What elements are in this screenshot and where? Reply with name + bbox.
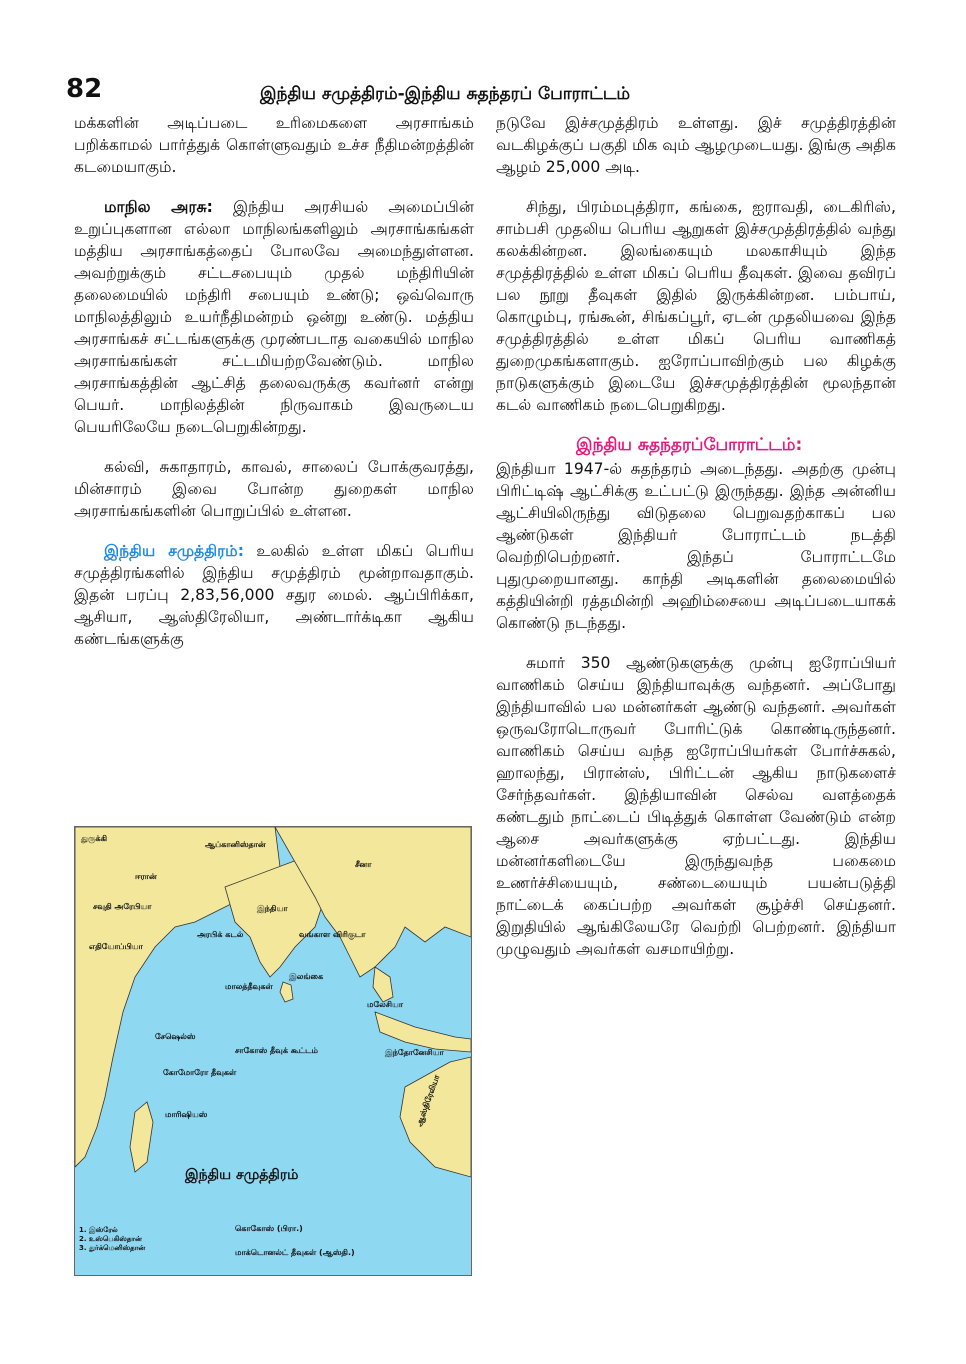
map-label-maldives: மாலத்தீவுகள் xyxy=(225,982,273,991)
map-label-turkey: துருக்கி xyxy=(81,834,108,843)
running-head: இந்திய சமுத்திரம்-இந்திய சுதந்தரப் போராட்டம் xyxy=(260,84,631,104)
inline-heading-state-government: மாநில அரசு: xyxy=(104,198,213,216)
map-label-comoros: கோமோரோ தீவுகள் xyxy=(163,1068,237,1077)
paragraph-text: இந்திய அரசியல் அமைப்பின் உறுப்புகளான எல்லா மாநிலங்களிலும் அரசாங்கங்கள் மத்திய அரசாங்கத்தைப் போலவே அமைந்துள்ளன. அவற்றுக்கும் சட்டசபையும் முதல் மந்திரியின் தலைமையில் மந்திரி சபையும் உண்டு; ஒவ்வொரு மாநிலத்திலும் உயர்நீதிமன்றம் ஒன்று உண்டு. மத்திய அரசாங்கச் சட்டங்களுக்கு முரண்படாத வகையில் மாநில அரசாங்கங்கள் சட்டமியற்றவேண்டும். மாநில அரசாங்கத்தின் ஆட்சித் தலைவருக்கு கவர்னர் என்று பெயர். மாநிலத்தின் நிருவாகம் இவருடைய பெயரிலேயே நடைபெறுகின்றது. xyxy=(74,198,475,436)
map-label-chagos: சாகோஸ் தீவுக் கூட்டம் xyxy=(235,1046,318,1055)
map-label-india: இந்தியா xyxy=(257,904,288,913)
map-legend xyxy=(79,1226,145,1253)
map-label-cocos: கொகோஸ் (பிரா.) xyxy=(235,1224,303,1233)
map-label-china: சீனா xyxy=(355,860,372,869)
map-label-bay-of-bengal: வங்காள விரிகுடா xyxy=(299,930,366,939)
paragraph-ocean-depth: நடுவே இச்சமுத்திரம் உள்ளது. இச் சமுத்திரத்தின் வடகிழக்குப் பகுதி மிக வும் ஆழமுடையது. இங்கு அதிக ஆழம் 25,000 அடி. xyxy=(496,114,896,176)
map-label-ethiopia: எதியோப்பியா xyxy=(89,942,143,951)
land-madagascar xyxy=(130,1102,153,1172)
map-label-australia: ஆஸ்திரேலியா xyxy=(414,1073,442,1128)
paragraph-europeans: சுமார் 350 ஆண்டுகளுக்கு முன்பு ஐரோப்பியர் வாணிகம் செய்ய இந்தியாவுக்கு வந்தனர். அப்போது இந்தியாவில் பல மன்னர்கள் ஆண்டு வந்தனர். அவர்கள் ஒருவரோடொருவர் போரிட்டுக் கொண்டிருந்தனர். வாணிகம் செய்ய வந்த ஐரோப்பியர்கள் போர்ச்சுகல், ஹாலந்து, பிரான்ஸ், பிரிட்டன் ஆகிய நாடுகளைச் சேர்ந்தவர்கள். இந்தியாவின் செல்வ வளத்தைக் கண்டதும் நாட்டைப் பிடித்துக் கொள்ள வேண்டும் என்ற ஆசை அவர்களுக்கு ஏற்பட்டது. இந்திய மன்னர்களிடையே இருந்துவந்த பகைமை உணர்ச்சியையும், சண்டையையும் பயன்படுத்தி நாட்டைக் கைப்பற்ற அவர்கள் சூழ்ச்சி செய்தனர். இறுதியில் ஆங்கிலேயரே வெற்றி பெற்றனர். இந்தியா முழுவதும் அவர்கள் வசமாயிற்று. xyxy=(496,654,896,958)
paragraph-text: உலகில் உள்ள மிகப் பெரிய சமுத்திரங்களில் இந்திய சமுத்திரம் மூன்றாவதாகும். இதன் பரப்பு 2,83,56,000 சதுர மைல். ஆப்பிரிக்கா, ஆசியா, ஆஸ்திரேலியா, அண்டார்க்டிகா ஆகிய கண்டங்களுக்கு xyxy=(74,542,474,648)
map-label-saudi: சவுதி அரேபியா xyxy=(93,902,152,911)
page-number: 82 xyxy=(66,74,103,104)
map-label-mauritius: மாரிஷியஸ் xyxy=(165,1110,208,1119)
map-title: இந்திய சமுத்திரம் xyxy=(185,1167,299,1183)
left-column xyxy=(74,112,474,668)
map-label-afghanistan: ஆப்கானிஸ்தான் xyxy=(205,840,266,849)
map-graphic xyxy=(75,827,471,1275)
indian-ocean-map xyxy=(74,826,472,1276)
map-label-iran: ஈரான் xyxy=(135,872,157,881)
paragraph-state-departments: கல்வி, சுகாதாரம், காவல், சாலைப் போக்குவரத்து, மின்சாரம் இவை போன்ற துறைகள் மாநில அரசாங்கங்களின் பொறுப்பில் உள்ளன. xyxy=(74,458,474,520)
map-label-macdonald: மாக்டொனல்ட் தீவுகள் (ஆஸ்தி.) xyxy=(235,1248,355,1257)
heading-indian-ocean: இந்திய சமுத்திரம்: xyxy=(104,542,244,560)
paragraph-state-government xyxy=(74,196,474,438)
map-label-sri-lanka: இலங்கை xyxy=(289,972,324,981)
paragraph-indian-ocean xyxy=(74,540,474,650)
section-title-freedom-struggle: இந்திய சுதந்தரப்போராட்டம்: xyxy=(576,435,803,455)
legend-item: 2. உஸ்பெகிஸ்தான் xyxy=(79,1235,142,1243)
map-label-arabian-sea: அரபிக் கடல் xyxy=(197,930,244,939)
map-label-malaysia: மலேசியா xyxy=(367,1000,404,1009)
legend-item: 3. துர்க்மெனிஸ்தான் xyxy=(79,1244,146,1252)
paragraph-independence: இந்தியா 1947-ல் சுதந்தரம் அடைந்தது. அதற்கு முன்பு பிரிட்டிஷ் ஆட்சிக்கு உட்பட்டு இருந்தது. இந்த அன்னிய ஆட்சியிலிருந்து விடுதலை பெறுவதற்காகப் பல ஆண்டுகள் இந்தியர் போராட்டம் நடத்தி வெற்றிபெற்றனர். இந்தப் போராட்டமே புதுமுறையானது. காந்தி அடிகளின் தலைமையில் கத்தியின்றி ரத்தமின்றி அஹிம்சையை அடிப்படையாகக் கொண்டு நடந்தது. xyxy=(496,460,896,632)
land-indonesia xyxy=(375,1012,471,1052)
map-label-indonesia: இந்தோனேசியா xyxy=(385,1048,444,1057)
land-sri-lanka xyxy=(280,982,293,1002)
paragraph-supreme-court: மக்களின் அடிப்படை உரிமைகளை அரசாங்கம் பறிக்காமல் பார்த்துக் கொள்ளுவதும் உச்ச நீதிமன்றத்தின் கடமையாகும். xyxy=(74,114,474,176)
right-column xyxy=(496,112,896,978)
map-label-seychelles: சேஷெல்ஸ் xyxy=(155,1032,196,1041)
legend-item: 1. இஸ்ரேல் xyxy=(79,1226,118,1234)
land-malaysia xyxy=(373,967,393,1002)
paragraph-rivers-islands: சிந்து, பிரம்மபுத்திரா, கங்கை, ஐராவதி, டைகிரிஸ், சாம்பசி முதலிய பெரிய ஆறுகள் இச்சமுத்திரத்தில் வந்து கலக்கின்றன. இலங்கையும் மலகாசியும் இந்த சமுத்திரத்தில் உள்ள மிகப் பெரிய தீவுகள். இவை தவிரப் பல நூறு தீவுகள் இதில் இருக்கின்றன. பம்பாய், கொழும்பு, ரங்கூன், சிங்கப்பூர், ஏடன் முதலியவை இந்த சமுத்திரத்தில் உள்ள மிகப் பெரிய வாணிகத் துறைமுகங்களாகும். ஐரோப்பாவிற்கும் பல கிழக்கு நாடுகளுக்கும் இடையே இச்சமுத்திரத்தின் மூலந்தான் கடல் வாணிகம் நடைபெறுகிறது. xyxy=(496,198,896,414)
